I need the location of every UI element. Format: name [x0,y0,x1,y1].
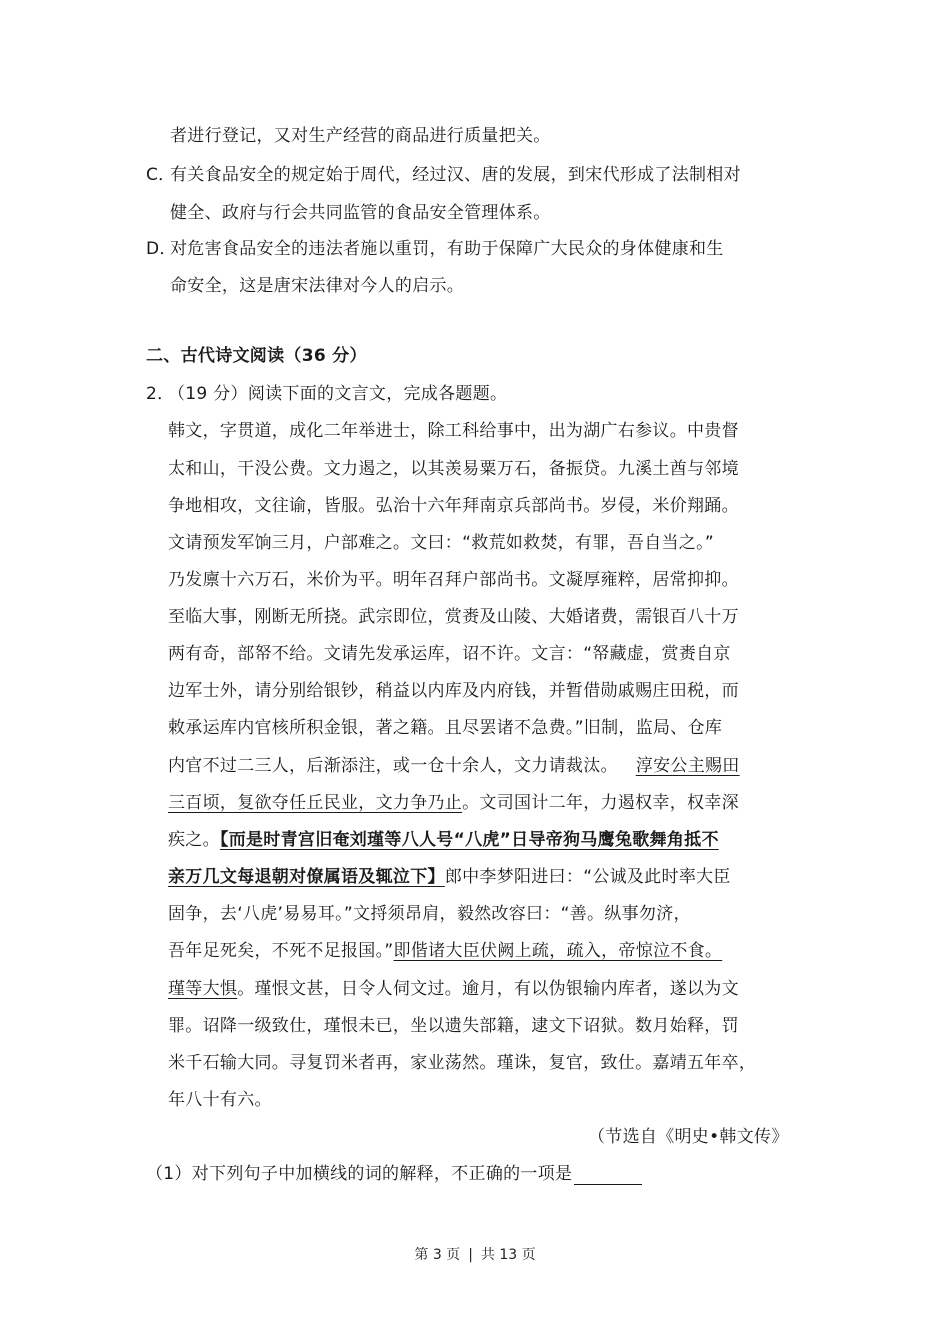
option-c-line1: 有关食品安全的规定始于周代，经过汉、唐的发展，到宋代形成了法制相对 [170,165,741,185]
underlined-sentence: 即偕诸大臣伏阙上疏，疏入，帝惊泣不食。 [393,941,723,961]
underlined-sentence: 淳安公主赐田 [635,756,740,776]
passage-line: 敕承运库内官核所积金银，著之籍。且尽罢诸不急费。”旧制，监局、仓库 [168,718,723,738]
passage-line [168,829,719,851]
sub-question-1 [146,1163,642,1185]
passage-text: 疾之。 [168,830,220,850]
passage-source: （节选自《明史•韩文传》 [588,1127,789,1147]
option-d-line1: 对危害食品安全的违法者施以重罚，有助于保障广大民众的身体健康和生 [170,239,724,259]
answer-blank[interactable] [574,1166,642,1185]
sub-question-text: （1）对下列句子中加横线的词的解释，不正确的一项是 [146,1164,573,1184]
option-b-continuation: 者进行登记，又对生产经营的商品进行质量把关。 [170,126,551,146]
passage-line: 文请预发军饷三月，户部难之。文曰：“救荒如救焚，有罪，吾自当之。” [168,533,715,553]
footer-separator: | [468,1247,473,1263]
passage-line [168,755,740,777]
passage-text: 吾年足死矣，不死不足报国。” [168,941,394,961]
passage-line: 乃发廪十六万石，米价为平。明年召拜户部尚书。文凝厚雍粹，居常抑抑。 [168,570,739,590]
passage-line: 罪。诏降一级致仕，瑾恨未已，坐以遗失部籍，逮文下诏狱。数月始释，罚 [168,1016,739,1036]
option-c-label: C． [146,165,176,185]
passage-text: 郎中李梦阳进曰：“公诚及此时率大臣 [444,867,731,887]
passage-line: 至临大事，刚断无所挠。武宗即位，赏赉及山陵、大婚诸费，需银百八十万 [168,607,739,627]
underlined-sentence: 瑾等大惧 [168,979,238,999]
bracketed-sentence: 亲万几文每退朝对僚属语及辄泣下】 [168,867,445,887]
passage-line: 两有奇，部帑不给。文请先发承运库，诏不许。文言：“帑藏虚，赏赉自京 [168,644,731,664]
passage-line: 米千石输大同。寻复罚米者再，家业荡然。瑾诛，复官，致仕。嘉靖五年卒， [168,1053,757,1073]
passage-text: 。瑾恨文甚，日令人伺文过。逾月，有以伪银输内库者，遂以为文 [237,979,739,999]
passage-line [168,940,722,962]
passage-line: 边军士外，请分别给银钞，稍益以内库及内府钱，并暂借勋戚赐庄田税，而 [168,681,739,701]
option-d-label: D． [146,239,177,259]
underlined-sentence: 三百顷，复欲夺任丘民业，文力争乃止 [168,793,463,813]
page-number: 第 3 页 [414,1247,461,1263]
passage-line: 年八十有六。 [168,1090,272,1110]
section-title: 二、古代诗文阅读（36 分） [146,346,367,366]
passage-text: 内官不过二三人，后渐添注，或一仓十余人，文力请裁汰。 [168,756,618,776]
passage-line: 固争，去‘八虎’易易耳。”文捋须昂肩，毅然改容曰：“善。纵事勿济， [168,904,691,924]
passage-line [168,866,731,888]
page-total: 共 13 页 [480,1247,536,1263]
passage-line [168,978,739,1000]
bracketed-sentence: 【而是时青宫旧奄刘瑾等八人号“八虎”日导帝狗马鹰兔歌舞角抵不 [219,830,719,850]
option-c-line2: 健全、政府与行会共同监管的食品安全管理体系。 [170,203,551,223]
page-footer [0,1244,950,1264]
option-d-line2: 命安全，这是唐宋法律对今人的启示。 [170,276,465,296]
passage-text: 。文司国计二年，力遏权幸，权幸深 [462,793,739,813]
passage-line [168,792,739,814]
question-number: 2． [146,384,175,404]
passage-line: 韩文，字贯道，成化二年举进士，除工科给事中，出为湖广右参议。中贵督 [168,421,739,441]
passage-line: 太和山，干没公费。文力遏之，以其羡易粟万石，备振贷。九溪土酋与邻境 [168,459,739,479]
passage-line: 争地相攻，文往谕，皆服。弘治十六年拜南京兵部尚书。岁侵，米价翔踊。 [168,496,739,516]
question-intro: （19 分）阅读下面的文言文，完成各题题。 [168,384,508,404]
